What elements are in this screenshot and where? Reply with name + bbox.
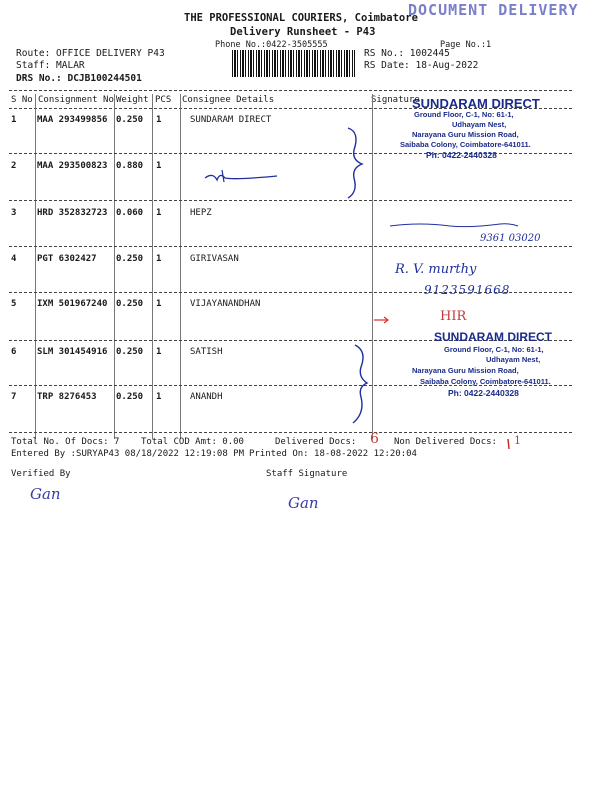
rs-number: RS No.: 1002445 (364, 48, 450, 59)
row-sno: 4 (11, 254, 17, 264)
row-pcs: 1 (156, 115, 162, 125)
row-pcs: 1 (156, 299, 162, 309)
row-sno: 5 (11, 299, 17, 309)
row-pcs: 1 (156, 347, 162, 357)
row4-handwritten-name: R. V. murthy (395, 262, 477, 277)
verified-signature: Gan (30, 485, 61, 503)
page-number: Page No.:1 (440, 40, 492, 50)
entered-by: Entered By :SURYAP43 08/18/2022 12:19:08 PM (11, 449, 244, 459)
phone-number: Phone No.:0422-3505555 (215, 40, 328, 50)
col-consignment: Consignment No (38, 95, 114, 105)
row-pcs: 1 (156, 392, 162, 402)
rs-date: RS Date: 18-Aug-2022 (364, 60, 479, 71)
row-pcs: 1 (156, 254, 162, 264)
delivered-count: 6 (370, 431, 379, 447)
row-weight: 0.880 (116, 161, 144, 171)
col-sno: S No (11, 95, 33, 105)
row-consignment: MAA 293500823 (37, 161, 108, 171)
staff-signature: Gan (288, 494, 319, 512)
total-docs: Total No. Of Docs: 7 (11, 437, 120, 447)
non-delivered-docs-label: Non Delivered Docs: (394, 437, 497, 447)
row-weight: 0.250 (116, 115, 144, 125)
stamp-phone: Ph: 0422-2440328 (448, 388, 519, 398)
row-consignment: IXM 501967240 (37, 299, 108, 309)
stamp-phone: Ph: 0422-2440328 (426, 150, 497, 160)
staff-signature-label: Staff Signature (266, 469, 348, 479)
row-sno: 6 (11, 347, 17, 357)
row-weight: 0.060 (116, 208, 144, 218)
stamp-line1: Ground Floor, C-1, No: 61-1, (444, 345, 544, 354)
row-consignment: MAA 293499856 (37, 115, 108, 125)
non-delivered-count: 1 (514, 434, 521, 447)
col-signature: Signature (371, 95, 420, 105)
delivered-docs-label: Delivered Docs: (275, 437, 357, 447)
row-consignee: ANANDH (190, 392, 223, 402)
curly-brace-icon (348, 128, 362, 198)
arrow-icon (374, 317, 388, 323)
stamp-line4: Saibaba Colony, Coimbatore-641011. (400, 140, 531, 149)
stamp-name: SUNDARAM DIRECT (434, 330, 552, 344)
row-weight: 0.250 (116, 392, 144, 402)
company-title: THE PROFESSIONAL COURIERS, Coimbatore (184, 12, 418, 24)
row2-signature (205, 175, 277, 180)
row-consignee: SATISH (190, 347, 223, 357)
row4-handwritten-phone: 9123591668 (424, 283, 511, 297)
drs-number: DRS No.: DCJB100244501 (16, 73, 142, 84)
col-weight: Weight (116, 95, 149, 105)
total-cod: Total COD Amt: 0.00 (141, 437, 244, 447)
row-consignment: PGT 6302427 (37, 254, 97, 264)
row-weight: 0.250 (116, 254, 144, 264)
row3-signature (390, 224, 518, 227)
stamp-line2: Udhayam Nest, (486, 355, 541, 364)
row-sno: 3 (11, 208, 17, 218)
row-consignee: GIRIVASAN (190, 254, 239, 264)
row-weight: 0.250 (116, 347, 144, 357)
row-consignee: HEPZ (190, 208, 212, 218)
col-pcs: PCS (155, 95, 172, 105)
route-label: Route: OFFICE DELIVERY P43 (16, 48, 165, 59)
stamp-line3: Narayana Guru Mission Road, (412, 130, 519, 139)
row-consignee: SUNDARAM DIRECT (190, 115, 272, 125)
row-sno: 7 (11, 392, 17, 402)
row-consignment: SLM 301454916 (37, 347, 108, 357)
staff-label: Staff: MALAR (16, 60, 85, 71)
row-consignment: TRP 8276453 (37, 392, 97, 402)
row-consignee: VIJAYANANDHAN (190, 299, 261, 309)
row3-handwritten-phone: 9361 03020 (480, 233, 541, 244)
document-delivery-watermark: DOCUMENT DELIVERY (408, 1, 579, 19)
stamp-line1: Ground Floor, C-1, No: 61-1, (414, 110, 514, 119)
row-sno: 2 (11, 161, 17, 171)
curly-brace-icon (353, 345, 367, 423)
stamp-line2: Udhayam Nest, (452, 120, 507, 129)
stamp-name: SUNDARAM DIRECT (412, 96, 540, 111)
row-consignment: HRD 352832723 (37, 208, 108, 218)
verified-by-label: Verified By (11, 469, 71, 479)
col-consignee: Consignee Details (182, 95, 275, 105)
row-pcs: 1 (156, 161, 162, 171)
runsheet-title: Delivery Runsheet - P43 (230, 26, 376, 38)
row-pcs: 1 (156, 208, 162, 218)
stamp-line4: Saibaba Colony, Coimbatore-641011. (420, 377, 551, 386)
row-sno: 1 (11, 115, 17, 125)
row-weight: 0.250 (116, 299, 144, 309)
stamp-line3: Narayana Guru Mission Road, (412, 366, 519, 375)
row5-handwritten-mark: HIR (440, 309, 467, 324)
printed-on: Printed On: 18-08-2022 12:20:04 (249, 449, 417, 459)
non-delivered-mark (508, 439, 509, 449)
